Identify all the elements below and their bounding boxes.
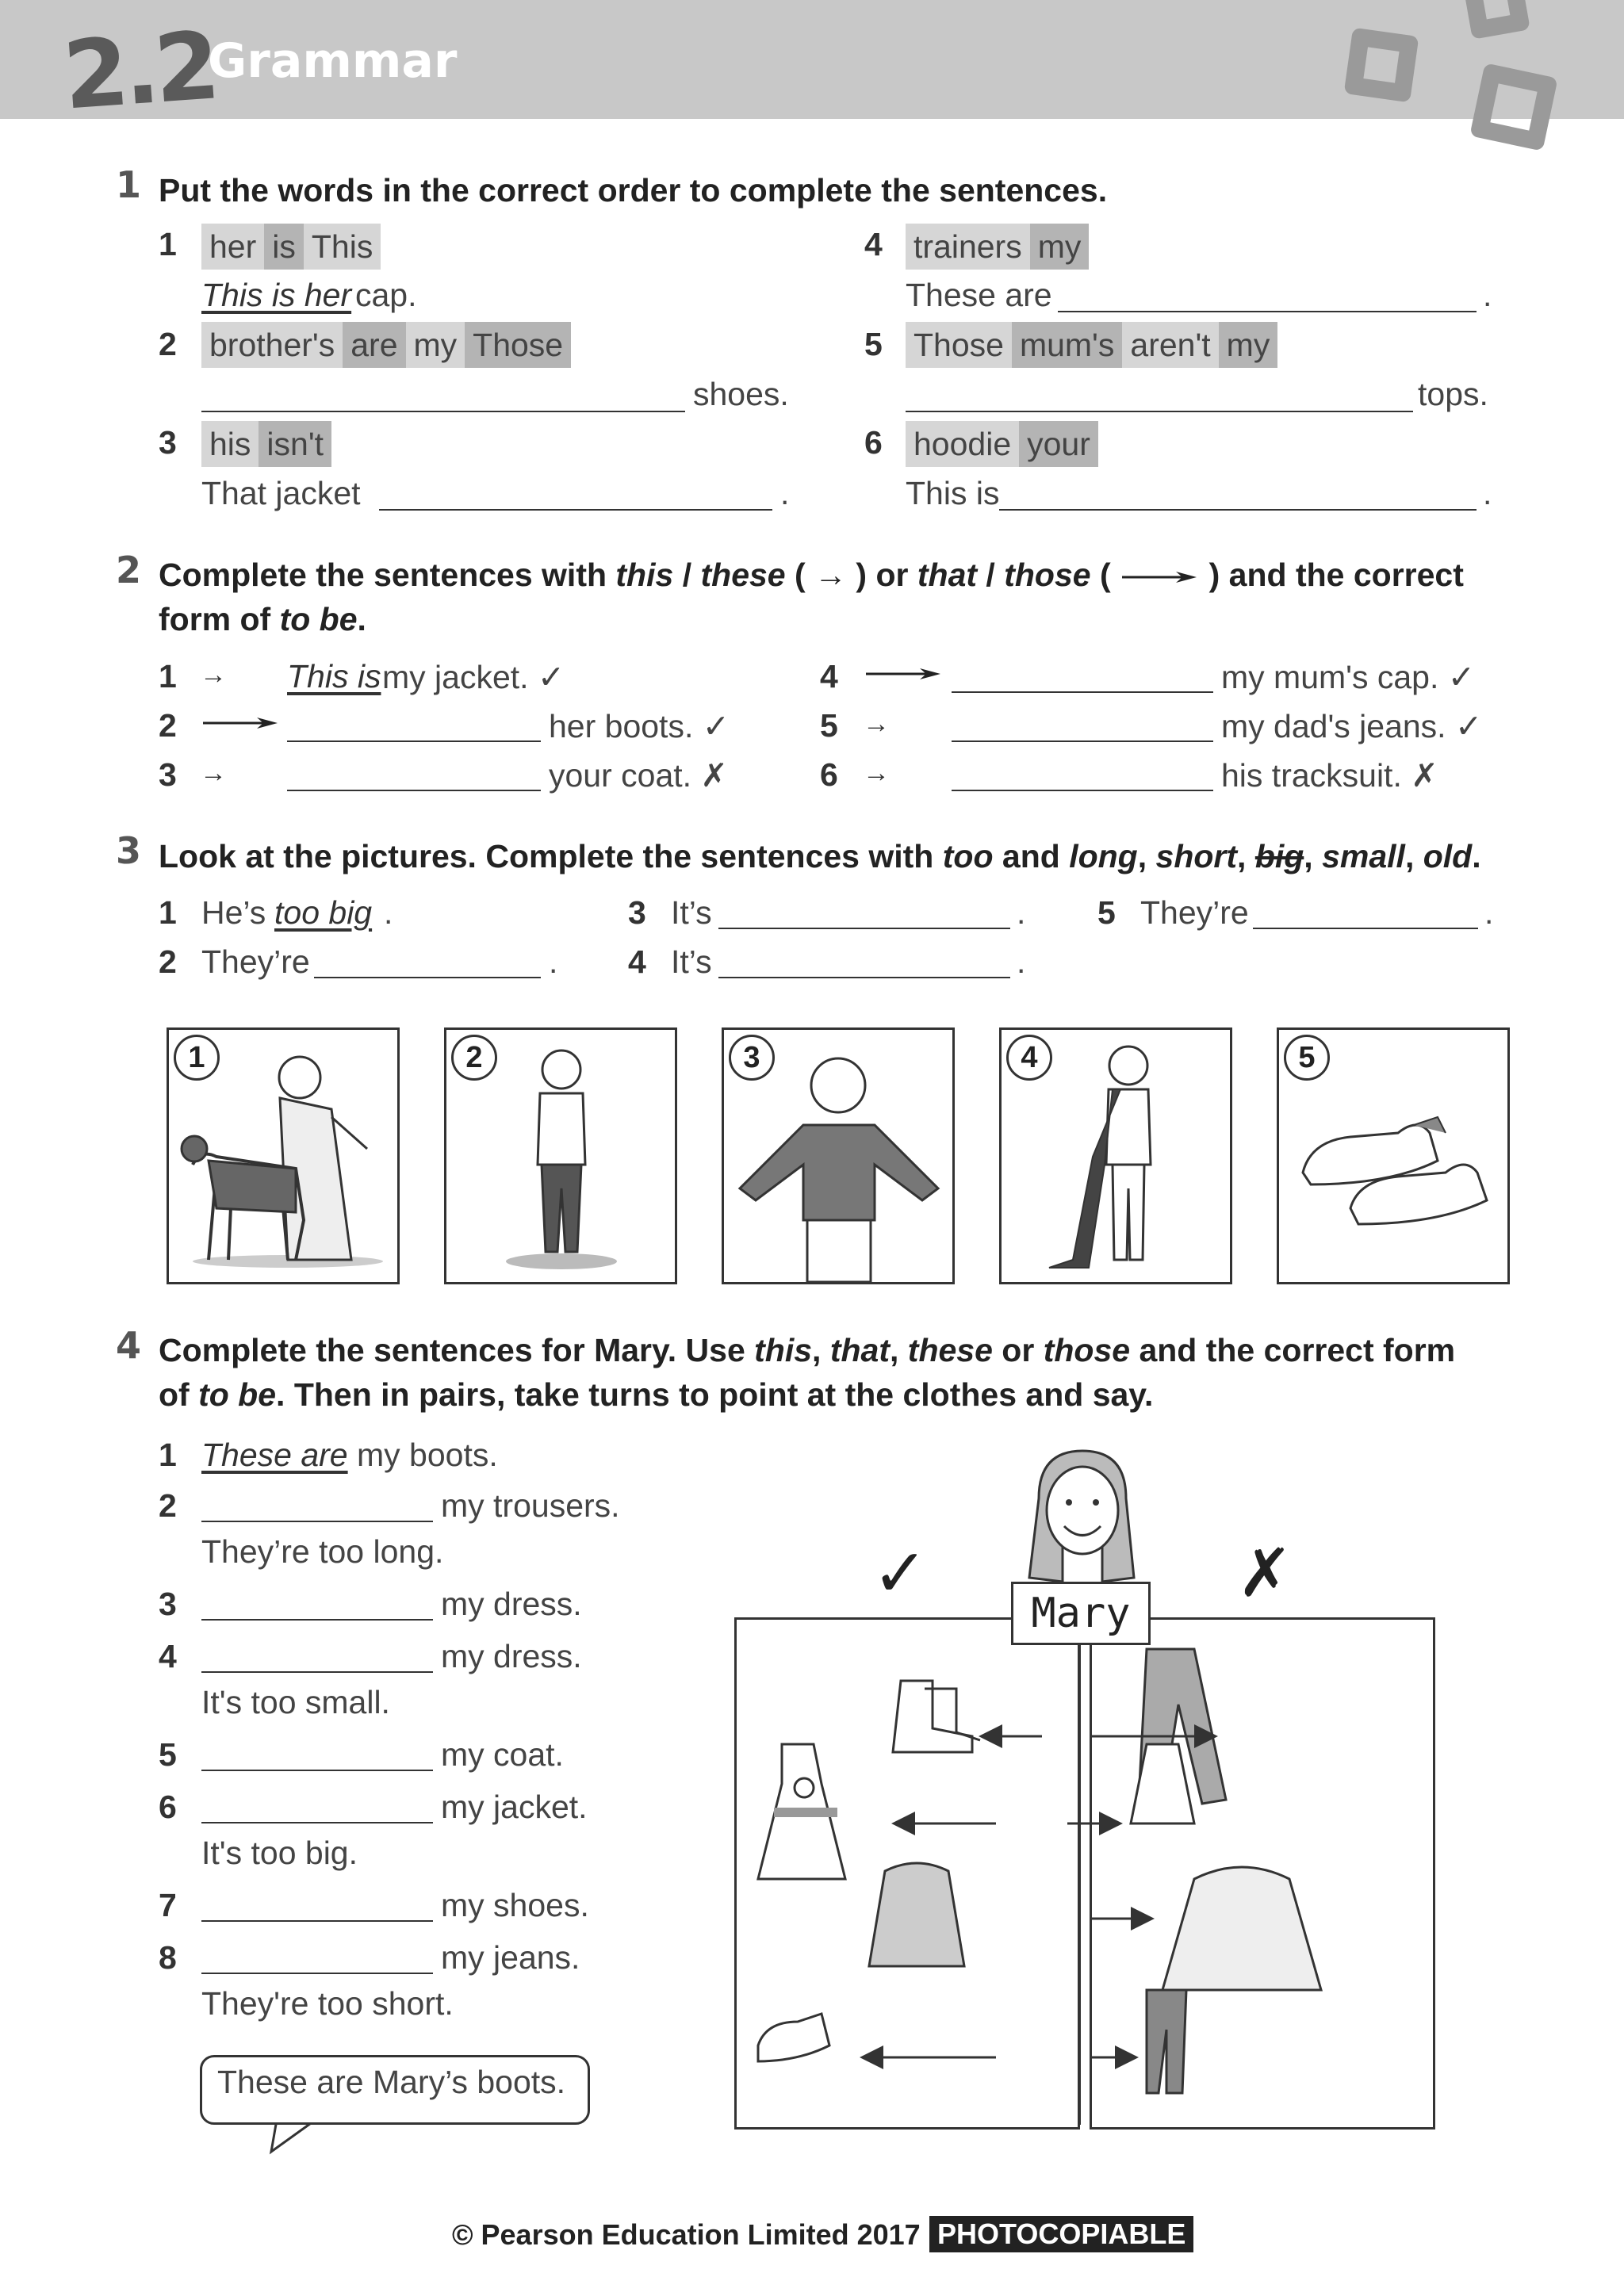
answer-blank[interactable] — [201, 1521, 433, 1522]
cross-icon: ✗ — [1237, 1536, 1293, 1610]
picture-number: 4 — [1006, 1035, 1052, 1081]
ex4-sentence-end: my jeans. — [441, 1939, 580, 1976]
word-chip: hoodie — [906, 421, 1019, 467]
ex2-sentence-end: her boots. ✓ — [549, 708, 730, 744]
answer-blank[interactable] — [999, 509, 1477, 511]
answer-blank[interactable] — [1253, 928, 1478, 929]
tick-icon: ✓ — [872, 1536, 929, 1610]
ex3-item-number: 3 — [628, 894, 646, 931]
answer-blank[interactable] — [952, 740, 1213, 742]
ex3-sentence-start: It’s — [671, 943, 712, 980]
ex3-item-number: 5 — [1097, 894, 1116, 931]
ex2-sentence-end: my mum's cap. ✓ — [1221, 659, 1476, 695]
answer-blank[interactable] — [952, 790, 1213, 791]
answer-blank[interactable] — [379, 509, 772, 511]
answer-blank[interactable] — [201, 1619, 433, 1621]
ex1-sentence-end: . — [780, 475, 790, 511]
answer-blank[interactable] — [201, 1920, 433, 1922]
ex4-sentence-end: my jacket. — [441, 1789, 588, 1825]
answer-blank[interactable] — [1058, 311, 1477, 312]
unit-number: 2.2 — [59, 10, 219, 131]
picture-3-boy-long-sleeves — [722, 1027, 955, 1284]
ex1-item-number: 5 — [864, 326, 883, 362]
answer-blank[interactable] — [314, 977, 541, 978]
long-arrow-icon — [201, 715, 281, 731]
answer-blank[interactable] — [201, 1671, 433, 1673]
exercise-2-number: 2 — [116, 549, 142, 591]
word-chip: are — [343, 322, 405, 368]
exercise-2-instruction: Complete the sentences with this / these ( → ) or that / those ( ) and the correct — [159, 557, 1464, 593]
ex3-sentence-start: They’re — [201, 943, 310, 980]
picture-4-girl-long-scarf — [999, 1027, 1232, 1284]
ex1-word-box — [201, 421, 331, 467]
ex1-sentence-end: . — [1483, 277, 1492, 313]
word-chip: aren't — [1122, 322, 1218, 368]
answer-blank[interactable] — [906, 411, 1413, 412]
picture-number: 3 — [729, 1035, 775, 1081]
word-chip: Those — [465, 322, 571, 368]
ex3-item-number: 4 — [628, 943, 646, 980]
ex4-sentence-end: my coat. — [441, 1736, 564, 1773]
ex2-sentence-end: his tracksuit. ✗ — [1221, 757, 1438, 794]
word-chip: is — [264, 224, 304, 270]
exercise-3-instruction: Look at the pictures. Complete the sentences with too and long, short, big, small, old. — [159, 838, 1481, 874]
ex3-item-number: 2 — [159, 943, 177, 980]
short-arrow-icon: → — [863, 758, 890, 788]
word-chip: my — [406, 322, 465, 368]
ex1-word-box — [201, 224, 381, 270]
picture-2-boy-small-clothes — [444, 1027, 677, 1284]
decorative-square-icon — [1344, 28, 1419, 103]
ex1-example-answer: This is her — [201, 277, 352, 313]
picture-number: 1 — [174, 1035, 220, 1081]
exercise-3-number: 3 — [116, 829, 142, 872]
speech-bubble-text: These are Mary’s boots. — [217, 2064, 566, 2100]
long-arrow-icon — [864, 666, 944, 682]
ex1-word-box — [906, 322, 1277, 368]
ex1-item-number: 1 — [159, 226, 177, 262]
ex4-sentence-end: my shoes. — [441, 1887, 589, 1923]
word-chip: brother's — [201, 322, 343, 368]
ex2-sentence-end: my dad's jeans. ✓ — [1221, 708, 1483, 744]
answer-blank[interactable] — [287, 790, 541, 791]
word-chip: my — [1219, 322, 1278, 368]
ex3-sentence-end: . — [1017, 943, 1026, 980]
ex1-item-number: 6 — [864, 424, 883, 461]
mary-name-sign: Mary — [1011, 1582, 1151, 1645]
answer-blank[interactable] — [718, 977, 1010, 978]
answer-blank[interactable] — [201, 1770, 433, 1771]
ex2-example-answer: This is — [287, 658, 381, 695]
ex4-item-number: 5 — [159, 1736, 177, 1773]
ex4-item-number: 7 — [159, 1887, 177, 1923]
exercise-1-number: 1 — [116, 163, 142, 206]
ex2-item-number: 4 — [820, 658, 838, 695]
ex1-sentence-end: tops. — [1418, 376, 1488, 412]
word-chip: isn't — [259, 421, 331, 467]
word-chip: mum's — [1012, 322, 1122, 368]
exercise-4-instruction-line2: of to be. Then in pairs, take turns to point at the clothes and say. — [159, 1376, 1154, 1413]
exercise-1-instruction: Put the words in the correct order to complete the sentences. — [159, 172, 1108, 209]
short-arrow-icon: → — [200, 758, 227, 788]
ex4-note: It's too small. — [201, 1684, 390, 1720]
ex1-word-box — [906, 421, 1098, 467]
ex2-sentence-end: your coat. ✗ — [549, 757, 728, 794]
answer-blank[interactable] — [718, 928, 1010, 929]
ex4-note: It's too big. — [201, 1835, 358, 1871]
ex3-sentence-end: . — [1484, 894, 1494, 931]
ex4-sentence-end: my dress. — [441, 1586, 582, 1622]
clothes-illustrations — [734, 1617, 1432, 2125]
ex3-sentence-end: . — [1017, 894, 1026, 931]
ex1-sentence-end: . — [1483, 475, 1492, 511]
word-chip: my — [1030, 224, 1090, 270]
ex1-sentence-start: This is — [906, 475, 1000, 511]
ex2-sentence-end: my jacket. ✓ — [382, 659, 565, 695]
ex1-word-box — [201, 322, 571, 368]
ex2-item-number: 5 — [820, 707, 838, 744]
ex2-item-number: 6 — [820, 756, 838, 793]
word-chip: her — [201, 224, 264, 270]
ex3-example-answer: too big — [274, 894, 373, 931]
answer-blank[interactable] — [287, 740, 541, 742]
exercise-2-instruction-line2: form of to be. — [159, 601, 366, 637]
ex3-sentence-start: It’s — [671, 894, 712, 931]
short-arrow-icon: → — [200, 660, 227, 690]
long-arrow-icon — [1120, 569, 1200, 585]
ex4-example-answer: These are — [201, 1437, 348, 1473]
picture-1-old-man-with-dog — [167, 1027, 400, 1284]
picture-5-old-shoes — [1277, 1027, 1510, 1284]
ex4-item-number: 4 — [159, 1638, 177, 1674]
ex4-sentence-end: my trousers. — [441, 1487, 620, 1524]
ex1-sentence-end: shoes. — [693, 376, 789, 412]
ex4-item-number: 8 — [159, 1939, 177, 1976]
photocopiable-badge: PHOTOCOPIABLE — [929, 2216, 1193, 2252]
picture-number: 2 — [451, 1035, 497, 1081]
ex3-sentence-end: . — [549, 943, 558, 980]
answer-blank[interactable] — [201, 1973, 433, 1974]
ex2-item-number: 2 — [159, 707, 177, 744]
mary-face-illustration — [1007, 1443, 1150, 1586]
ex4-note: They're too short. — [201, 1985, 454, 2022]
ex2-item-number: 3 — [159, 756, 177, 793]
ex3-sentence-start: He’s — [201, 894, 266, 931]
ex3-sentence-start: They’re — [1140, 894, 1249, 931]
short-arrow-icon: → — [863, 709, 890, 739]
ex4-item-number: 3 — [159, 1586, 177, 1622]
answer-blank[interactable] — [952, 691, 1213, 693]
word-chip: Those — [906, 322, 1012, 368]
picture-number: 5 — [1284, 1035, 1330, 1081]
ex1-item-number: 2 — [159, 326, 177, 362]
ex4-item-number: 2 — [159, 1487, 177, 1524]
answer-blank[interactable] — [201, 411, 685, 412]
answer-blank[interactable] — [201, 1822, 433, 1823]
ex4-sentence-end: my dress. — [441, 1638, 582, 1674]
ex4-sentence-end: my boots. — [357, 1437, 498, 1473]
ex4-item-number: 1 — [159, 1437, 177, 1473]
ex3-sentence-end: . — [384, 894, 393, 931]
ex3-item-number: 1 — [159, 894, 177, 931]
ex1-word-box — [906, 224, 1089, 270]
ex1-item-number: 4 — [864, 226, 883, 262]
ex1-sentence-start: That jacket — [201, 475, 361, 511]
ex1-sentence-end: cap. — [355, 277, 417, 313]
exercise-4-number: 4 — [116, 1324, 142, 1367]
ex1-item-number: 3 — [159, 424, 177, 461]
ex4-item-number: 6 — [159, 1789, 177, 1825]
word-chip: This — [304, 224, 381, 270]
ex2-item-number: 1 — [159, 658, 177, 695]
word-chip: his — [201, 421, 259, 467]
word-chip: your — [1019, 421, 1098, 467]
ex1-sentence-start: These are — [906, 277, 1052, 313]
page-title: Grammar — [208, 33, 458, 89]
exercise-4-instruction: Complete the sentences for Mary. Use this, that, these or those and the correct form — [159, 1332, 1456, 1368]
ex4-note: They’re too long. — [201, 1533, 444, 1570]
copyright-notice: © Pearson Education Limited 2017 — [452, 2218, 921, 2251]
decorative-square-icon — [1469, 63, 1557, 151]
word-chip: trainers — [906, 224, 1030, 270]
